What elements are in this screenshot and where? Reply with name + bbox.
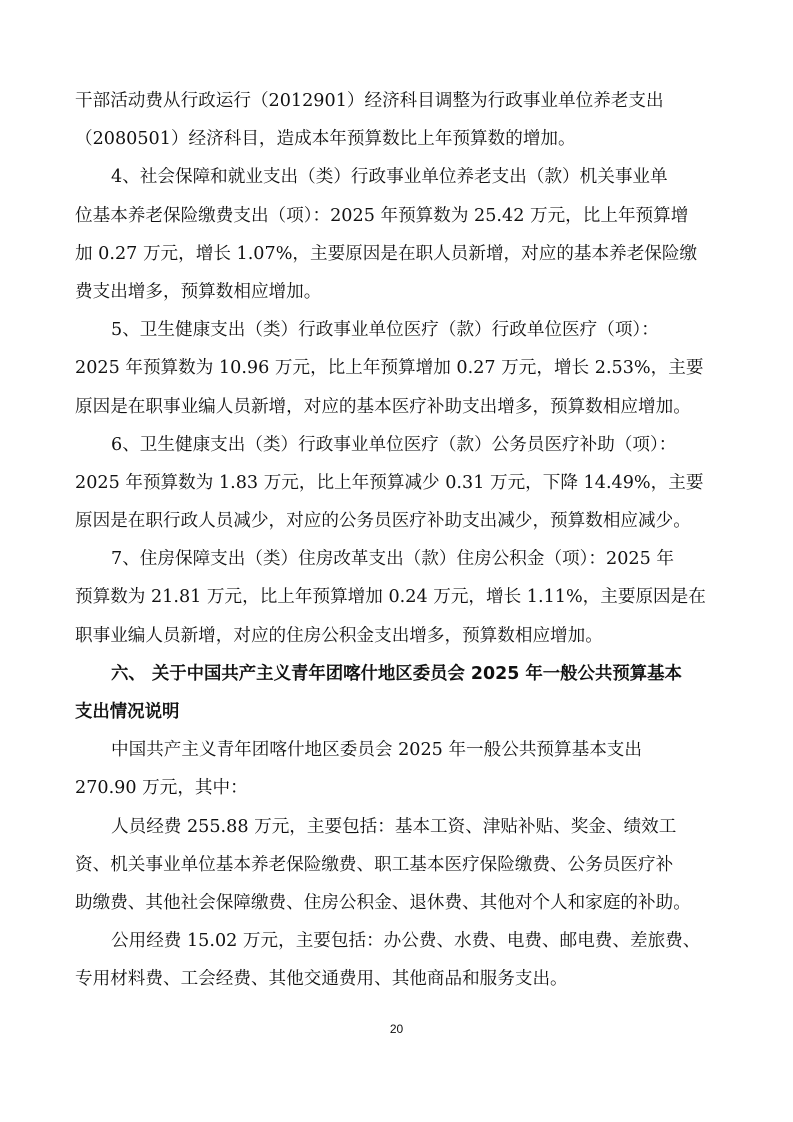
body-text-line: 2025 年预算数为 1.83 万元，比上年预算减少 0.31 万元，下降 14.49%，主要: [75, 472, 704, 493]
public-expenses-line: 公用经费 15.02 万元，主要包括：办公费、水费、电费、邮电费、差旅费、: [111, 931, 701, 952]
paragraph-item-4-line: 4、社会保障和就业支出（类）行政事业单位养老支出（款）机关事业单: [111, 167, 668, 188]
page-number: 20: [389, 1022, 404, 1036]
body-text-line: 资、机关事业单位基本养老保险缴费、职工基本医疗保险缴费、公务员医疗补: [75, 854, 674, 875]
section-heading-6: 六、 关于中国共产主义青年团喀什地区委员会 2025 年一般公共预算基本: [111, 663, 682, 684]
body-text-line: 预算数为 21.81 万元，比上年预算增加 0.24 万元，增长 1.11%，主要原因是在: [75, 587, 706, 608]
paragraph-item-6-line: 6、卫生健康支出（类）行政事业单位医疗（款）公务员医疗补助（项）：: [111, 434, 677, 455]
body-text-line: 原因是在职事业编人员新增，对应的基本医疗补助支出增多，预算数相应增加。: [75, 396, 691, 417]
body-text-line: 职事业编人员新增，对应的住房公积金支出增多，预算数相应增加。: [75, 625, 603, 646]
body-text-line: 专用材料费、工会经费、其他交通费用、其他商品和服务支出。: [75, 969, 568, 990]
section-heading-6-continued: 支出情况说明: [75, 702, 180, 722]
paragraph-item-5-line: 5、卫生健康支出（类）行政事业单位医疗（款）行政单位医疗（项）：: [111, 320, 659, 341]
body-text-line: 加 0.27 万元，增长 1.07%，主要原因是在职人员新增，对应的基本养老保险缴: [75, 243, 698, 264]
body-text-line: 费支出增多，预算数相应增加。: [75, 281, 322, 302]
body-text-line: （2080501）经济科目，造成本年预算数比上年预算数的增加。: [75, 129, 576, 150]
document-body: [75, 82, 723, 999]
body-text-line: 干部活动费从行政运行（2012901）经济科目调整为行政事业单位养老支出: [75, 91, 664, 111]
paragraph-item-7-line: 7、住房保障支出（类）住房改革支出（款）住房公积金（项）：2025 年: [111, 549, 674, 570]
body-text-line: 位基本养老保险缴费支出（项）：2025 年预算数为 25.42 万元，比上年预算增: [75, 205, 689, 226]
body-text-line: 2025 年预算数为 10.96 万元，比上年预算增加 0.27 万元，增长 2.53%，主要: [75, 358, 704, 379]
personnel-expenses-line: 人员经费 255.88 万元，主要包括：基本工资、津贴补贴、奖金、绩效工: [111, 816, 677, 837]
body-text-line: 助缴费、其他社会保障缴费、住房公积金、退休费、其他对个人和家庭的补助。: [75, 892, 691, 913]
body-text-line: 270.90 万元，其中：: [75, 778, 248, 799]
basic-expenditure-summary-line: 中国共产主义青年团喀什地区委员会 2025 年一般公共预算基本支出: [111, 740, 642, 761]
body-text-line: 原因是在职行政人员减少，对应的公务员医疗补助支出减少，预算数相应减少。: [75, 511, 691, 532]
